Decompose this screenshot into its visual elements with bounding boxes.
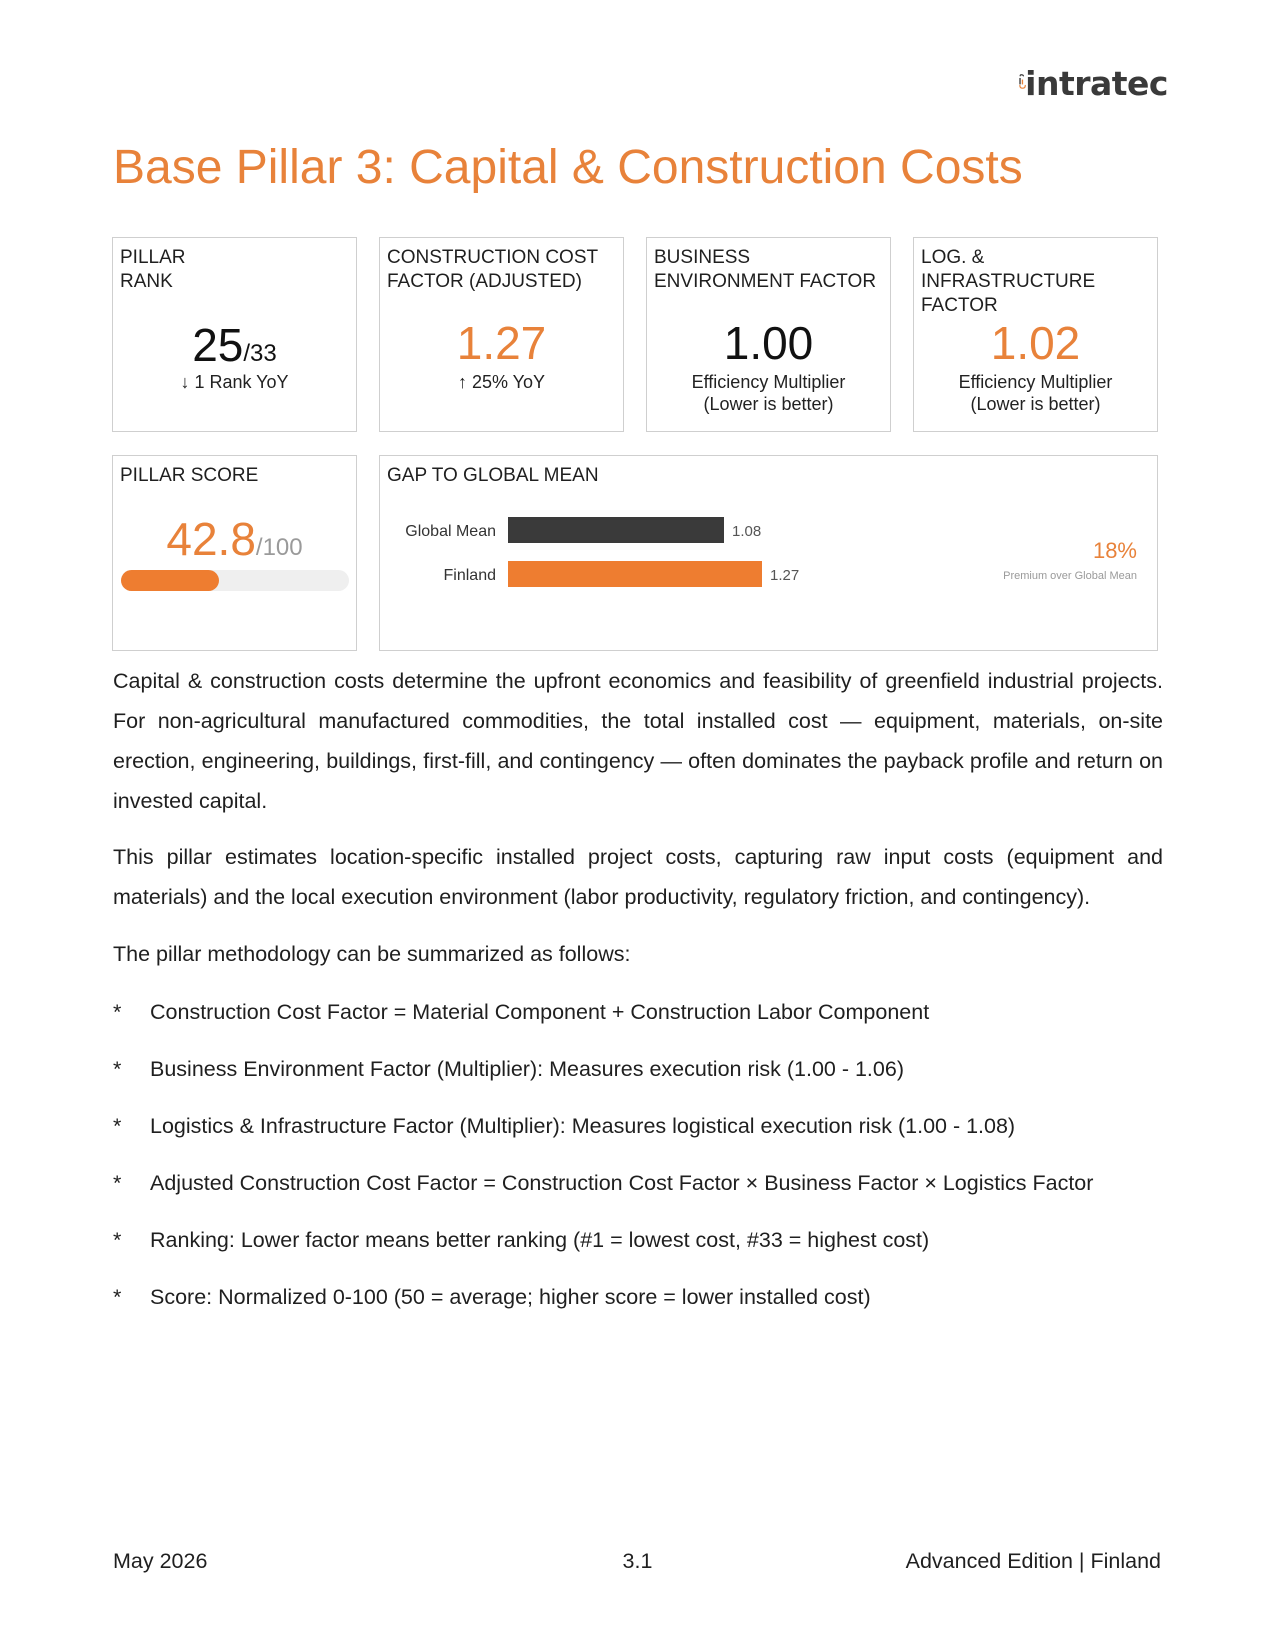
list-item	[113, 1283, 1193, 1340]
bullet-text: Business Environment Factor (Multiplier): Measures execution risk (1.00 - 1.06)	[150, 1057, 904, 1081]
category-label: Finland	[443, 567, 496, 584]
kpi-card-business-environment	[646, 237, 891, 432]
kpi-card-construction-cost	[379, 237, 624, 432]
rank-total: /33	[243, 340, 277, 367]
logo-text: intratec	[1025, 63, 1168, 103]
kpi-sub: ↓ 1 Rank YoY	[180, 372, 289, 392]
footer-edition: Advanced Edition | Finland	[905, 1549, 1161, 1573]
bullet-asterisk: *	[113, 1171, 122, 1195]
list-item	[113, 1169, 1193, 1226]
list-item	[113, 1112, 1193, 1169]
bar-global-mean	[508, 517, 724, 543]
score-label: PILLAR SCORE	[120, 465, 259, 486]
scope-paragraph: This pillar estimates location-specific installed project costs, capturing raw input costs (equipment and materials) and the local execution environment (labor productivity, regulatory friction, and contingency).	[113, 845, 1163, 909]
bullet-text: Ranking: Lower factor means better ranking (#1 = lowest cost, #33 = highest cost)	[150, 1228, 930, 1252]
methodology-list	[113, 998, 1193, 1340]
pillar-score-card	[112, 455, 357, 651]
score-value: 42.8	[166, 513, 256, 565]
list-item	[113, 998, 1193, 1055]
bar-finland	[508, 561, 762, 587]
intro-paragraph: Capital & construction costs determine the upfront economics and feasibility of greenfield industrial projects. For non-agricultural manufactured commodities, the total installed cost — equipment, materials, on-site erection, engineering, buildings, first-fill, and contingency — often dominates the payback profile and return on invested capital.	[113, 669, 1163, 813]
bullet-asterisk: *	[113, 1285, 122, 1309]
bullet-text: Score: Normalized 0-100 (50 = average; higher score = lower installed cost)	[150, 1285, 871, 1309]
kpi-label: CONSTRUCTION COST FACTOR (ADJUSTED)	[387, 247, 599, 292]
kpi-value: 1.00	[723, 317, 814, 369]
kpi-sub: ↑ 25% YoY	[457, 372, 546, 392]
premium-label: Premium over Global Mean	[1003, 570, 1137, 582]
bullet-text: Logistics & Infrastructure Factor (Multiplier): Measures logistical execution risk (1.00 - 1.08)	[150, 1114, 1016, 1138]
rank-value: 25	[192, 319, 244, 371]
bullet-text: Adjusted Construction Cost Factor = Construction Cost Factor × Business Factor × Logistics Factor	[150, 1171, 1094, 1195]
bullet-asterisk: *	[113, 1057, 122, 1081]
kpi-card-pillar-rank	[112, 237, 357, 432]
premium-value: 18%	[1092, 538, 1137, 563]
category-label: Global Mean	[405, 523, 496, 540]
kpi-value: 1.02	[990, 317, 1081, 369]
score-gauge-fill	[121, 570, 219, 591]
kpi-label: BUSINESS ENVIRONMENT FACTOR	[654, 247, 877, 292]
page-title: Base Pillar 3: Capital & Construction Costs	[113, 141, 1023, 194]
list-item	[113, 1055, 1193, 1112]
kpi-label: LOG. & INFRASTRUCTURE FACTOR	[921, 247, 1096, 316]
footer-date: May 2026	[113, 1549, 208, 1573]
methodology-intro: The pillar methodology can be summarized as follows:	[113, 942, 631, 966]
kpi-card-logistics-infrastructure	[913, 237, 1158, 432]
score-value-line	[113, 514, 356, 573]
kpi-value: 1.27	[456, 317, 547, 369]
gap-to-global-mean-card	[379, 455, 1158, 651]
list-item	[113, 1226, 1193, 1283]
kpi-sub: Efficiency Multiplier	[958, 372, 1113, 392]
value-label: 1.27	[770, 567, 800, 584]
score-gauge	[121, 570, 349, 591]
gap-bar-chart	[380, 456, 940, 616]
value-label: 1.08	[732, 523, 762, 540]
bullet-asterisk: *	[113, 1000, 122, 1024]
score-max: /100	[255, 534, 303, 561]
footer-page-number: 3.1	[622, 1549, 653, 1573]
kpi-label: PILLAR RANK	[120, 247, 186, 292]
bullet-text: Construction Cost Factor = Material Component + Construction Labor Component	[150, 1000, 930, 1024]
kpi-sub: Efficiency Multiplier	[691, 372, 846, 392]
gap-label: GAP TO GLOBAL MEAN	[387, 465, 599, 486]
intratec-logo	[1018, 52, 1168, 112]
bullet-asterisk: *	[113, 1114, 122, 1138]
kpi-sub-note: (Lower is better)	[970, 394, 1101, 414]
bullet-asterisk: *	[113, 1228, 122, 1252]
kpi-sub-note: (Lower is better)	[703, 394, 834, 414]
